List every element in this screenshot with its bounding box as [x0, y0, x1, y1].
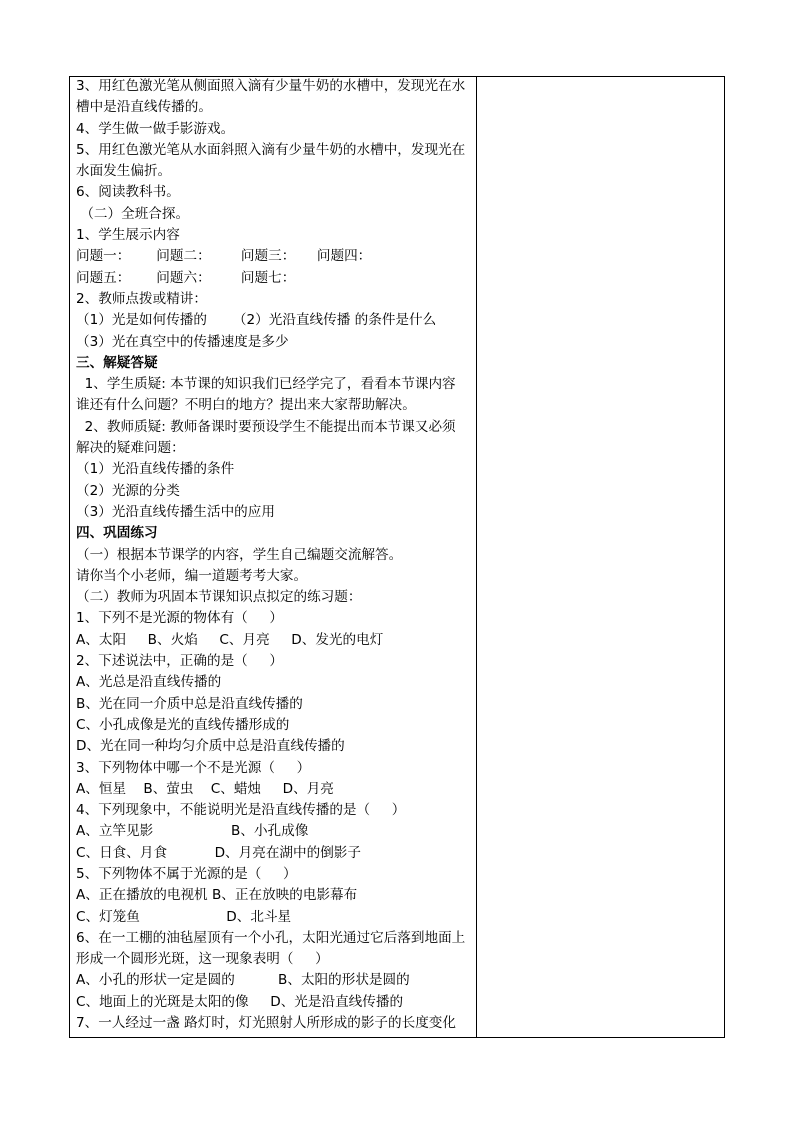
text-line: 槽中是沿直线传播的。 [76, 99, 212, 116]
option-line: C、灯笼鱼 D、北斗星 [76, 908, 292, 925]
question-line: 形成一个圆形光斑，这一现象表明（ ） [76, 951, 329, 968]
text-line: 问题一： 问题二： 问题三： 问题四： [76, 248, 372, 265]
text-line: 谁还有什么问题？不明白的地方？提出来大家帮助解决。 [76, 397, 416, 414]
text-line: 1、学生质疑: 本节课的知识我们已经学完了，看看本节课内容 [76, 376, 456, 393]
question-line: 6、在一工棚的油毡屋顶有一个小孔，太阳光通过它后落到地面上 [76, 929, 466, 946]
text-line: 2、教师质疑: 教师备课时要预设学生不能提出而本节课又必须 [76, 418, 456, 435]
text-line: （1）光是如何传播的 （2）光沿直线传播 的条件是什么 [76, 312, 437, 329]
notes-cell [477, 77, 724, 1037]
option-line: C、小孔成像是光的直线传播形成的 [76, 716, 290, 733]
text-line: 6、阅读教科书。 [76, 184, 180, 201]
option-line: A、正在播放的电视机 B、正在放映的电影幕布 [76, 887, 358, 904]
question-line: 3、下列物体中哪一个不是光源（ ） [76, 759, 311, 776]
text-line: 3、用红色激光笔从侧面照入滴有少量牛奶的水槽中，发现光在水 [76, 78, 466, 94]
text-line: 5、用红色激光笔从水面斜照入滴有少量牛奶的水槽中，发现光在 [76, 141, 466, 158]
lesson-content-cell [76, 76, 474, 1036]
option-line: C、地面上的光斑是太阳的像 D、光是沿直线传播的 [76, 993, 404, 1010]
section-heading: 三、解疑答疑 [76, 354, 158, 371]
option-line: A、小孔的形状一定是圆的 B、太阳的形状是圆的 [76, 972, 410, 989]
question-line: 7、一人经过一盏 路灯时，灯光照射人所形成的影子的长度变化 [76, 1015, 456, 1032]
option-line: A、立竿见影 B、小孔成像 [76, 823, 309, 840]
text-line: （1）光沿直线传播的条件 [76, 461, 235, 478]
question-line: 4、下列现象中，不能说明光是沿直线传播的是（ ） [76, 802, 406, 819]
option-line: A、光总是沿直线传播的 [76, 674, 222, 691]
option-line: D、光在同一种均匀介质中总是沿直线传播的 [76, 738, 345, 755]
text-line: （一）根据本节课学的内容，学生自己编题交流解答。 [76, 546, 403, 563]
option-line: A、太阳 B、火焰 C、月亮 D、发光的电灯 [76, 631, 384, 648]
text-line: （3）光在真空中的传播速度是多少 [76, 333, 289, 350]
question-line: 5、下列物体不属于光源的是（ ） [76, 865, 297, 882]
section-heading: 四、巩固练习 [76, 525, 158, 542]
text-line: （2）光源的分类 [76, 482, 180, 499]
text-line: 解决的疑难问题： [76, 440, 185, 457]
question-line: 2、下述说法中，正确的是（ ） [76, 653, 283, 670]
text-line: 问题五： 问题六： 问题七： [76, 269, 296, 286]
question-line: 1、下列不是光源的物体有（ ） [76, 610, 283, 627]
text-line: 1、学生展示内容 [76, 227, 180, 244]
text-line: 4、学生做一做手影游戏。 [76, 120, 235, 137]
text-line: 2、教师点拨或精讲： [76, 290, 207, 307]
subsection-heading: （二）全班合探。 [76, 205, 190, 222]
text-line: 水面发生偏折。 [76, 163, 172, 180]
option-line: C、日食、月食 D、月亮在湖中的倒影子 [76, 844, 361, 861]
text-line: （3）光沿直线传播生活中的应用 [76, 503, 275, 520]
option-line: B、光在同一介质中总是沿直线传播的 [76, 695, 303, 712]
option-line: A、恒星 B、萤虫 C、蜡烛 D、月亮 [76, 780, 334, 797]
text-line: （二）教师为巩固本节课知识点拟定的练习题： [76, 589, 362, 606]
text-line: 请你当个小老师，编一道题考考大家。 [76, 567, 308, 584]
